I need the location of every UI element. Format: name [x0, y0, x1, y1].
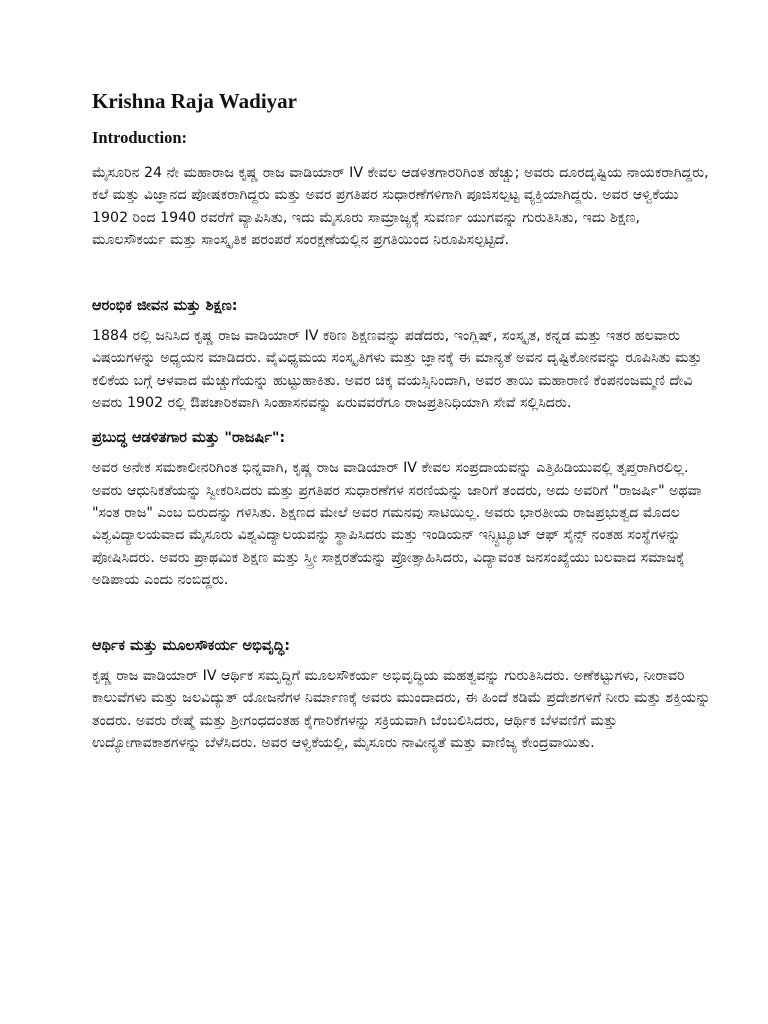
section-heading-early-life: ಆರಂಭಿಕ ಜೀವನ ಮತ್ತು ಶಿಕ್ಷಣ: [92, 298, 238, 315]
section-heading-economic-development: ಆರ್ಥಿಕ ಮತ್ತು ಮೂಲಸೌಕರ್ಯ ಅಭಿವೃದ್ಧಿ: [92, 638, 291, 655]
spacer [92, 591, 718, 635]
spacer [92, 414, 718, 427]
section-paragraph-early-life: 1884 ರಲ್ಲಿ ಜನಿಸಿದ ಕೃಷ್ಣ ರಾಜ ವಾಡಿಯಾರ್ IV ಕಠಿಣ ಶಿಕ್ಷಣವನ್ನು ಪಡೆದರು, ಇಂಗ್ಲಿಷ್, ಸಂಸ್ಕೃತ, ಕನ್ನಡ ಮತ್ತು ಇತರ ಹಲವಾರು ವಿಷಯಗಳನ್ನು ಅಧ್ಯಯನ ಮಾಡಿದರು. ವೈವಿಧ್ಯಮಯ ಸಂಸ್ಕೃತಿಗಳು ಮತ್ತು ಜ್ಞಾನಕ್ಕೆ ಈ ಮಾನ್ಯತೆ ಅವನ ದೃಷ್ಟಿಕೋನವನ್ನು ರೂಪಿಸಿತು ಮತ್ತು ಕಲಿಕೆಯ ಬಗ್ಗೆ ಆಳವಾದ ಮೆಚ್ಚುಗೆಯನ್ನು ಹುಟ್ಟುಹಾಕಿತು. ಅವರ ಚಿಕ್ಕ ವಯಸ್ಸಿನಿಂದಾಗಿ, ಅವರ ತಾಯಿ ಮಹಾರಾಣಿ ಕೆಂಪನಂಜಮ್ಮಣಿ ದೇವಿ ಅವರು 1902 ರಲ್ಲಿ ಔಪಚಾರಿಕವಾಗಿ ಸಿಂಹಾಸನವನ್ನು ಏರುವವರೆಗೂ ರಾಜಪ್ರತಿನಿಧಿಯಾಗಿ ಸೇವೆ ಸಲ್ಲಿಸಿದರು. [92, 328, 702, 412]
introduction-heading: Introduction: [92, 128, 188, 147]
document-title: Krishna Raja Wadiyar [92, 89, 297, 113]
spacer [92, 251, 718, 295]
section-paragraph-enlightened-ruler: ಅವರ ಅನೇಕ ಸಮಕಾಲೀನರಿಗಿಂತ ಭಿನ್ನವಾಗಿ, ಕೃಷ್ಣ ರಾಜ ವಾಡಿಯಾರ್ IV ಕೇವಲ ಸಂಪ್ರದಾಯವನ್ನು ಎತ್ತಿಹಿಡಿಯುವಲ್ಲಿ ತೃಪ್ತರಾಗಿರಲಿಲ್ಲ. ಅವರು ಆಧುನಿಕತೆಯನ್ನು ಸ್ವೀಕರಿಸಿದರು ಮತ್ತು ಪ್ರಗತಿಪರ ಸುಧಾರಣೆಗಳ ಸರಣಿಯನ್ನು ಜಾರಿಗೆ ತಂದರು, ಅದು ಅವರಿಗೆ "ರಾಜರ್ಷಿ" ಅಥವಾ "ಸಂತ ರಾಜ" ಎಂಬ ಬಿರುದನ್ನು ಗಳಿಸಿತು. ಶಿಕ್ಷಣದ ಮೇಲೆ ಅವರ ಗಮನವು ಸಾಟಿಯಿಲ್ಲ. ಅವರು ಭಾರತೀಯ ರಾಜಪ್ರಭುತ್ವದ ಮೊದಲ ವಿಶ್ವವಿದ್ಯಾಲಯವಾದ ಮೈಸೂರು ವಿಶ್ವವಿದ್ಯಾಲಯವನ್ನು ಸ್ಥಾಪಿಸಿದರು ಮತ್ತು ಇಂಡಿಯನ್ ಇನ್ಸ್ಟಿಟ್ಯೂಟ್ ಆಫ್ ಸೈನ್ಸ್ ನಂತಹ ಸಂಸ್ಥೆಗಳನ್ನು ಪೋಷಿಸಿದರು. ಅವರು ಪ್ರಾಥಮಿಕ ಶಿಕ್ಷಣ ಮತ್ತು ಸ್ತ್ರೀ ಸಾಕ್ಷರತೆಯನ್ನು ಪ್ರೋತ್ಸಾಹಿಸಿದರು, ವಿದ್ಯಾವಂತ ಜನಸಂಖ್ಯೆಯು ಬಲವಾದ ಸಮಾಜಕ್ಕೆ ಅಡಿಪಾಯ ಎಂದು ನಂಬಿದ್ದರು. [92, 460, 702, 588]
section-heading-enlightened-ruler: ಪ್ರಬುದ್ಧ ಆಡಳಿತಗಾರ ಮತ್ತು "ರಾಜರ್ಷಿ": [92, 430, 286, 447]
section-paragraph-economic-development: ಕೃಷ್ಣ ರಾಜ ವಾಡಿಯಾರ್ IV ಆರ್ಥಿಕ ಸಮೃದ್ಧಿಗೆ ಮೂಲಸೌಕರ್ಯ ಅಭಿವೃದ್ಧಿಯ ಮಹತ್ವವನ್ನು ಗುರುತಿಸಿದರು. ಅಣೆಕಟ್ಟುಗಳು, ನೀರಾವರಿ ಕಾಲುವೆಗಳು ಮತ್ತು ಜಲವಿದ್ಯುತ್ ಯೋಜನೆಗಳ ನಿರ್ಮಾಣಕ್ಕೆ ಅವರು ಮುಂದಾದರು, ಈ ಹಿಂದೆ ಕಡಿಮೆ ಪ್ರದೇಶಗಳಿಗೆ ನೀರು ಮತ್ತು ಶಕ್ತಿಯನ್ನು ತಂದರು. ಅವರು ರೇಷ್ಮೆ ಮತ್ತು ಶ್ರೀಗಂಧದಂತಹ ಕೈಗಾರಿಕೆಗಳನ್ನು ಸಕ್ರಿಯವಾಗಿ ಬೆಂಬಲಿಸಿದರು, ಆರ್ಥಿಕ ಬೆಳವಣಿಗೆ ಮತ್ತು ಉದ್ಯೋಗಾವಕಾಶಗಳನ್ನು ಬೆಳೆಸಿದರು. ಅವರ ಆಳ್ವಿಕೆಯಲ್ಲಿ, ಮೈಸೂರು ನಾವೀನ್ಯತೆ ಮತ್ತು ವಾಣಿಜ್ಯ ಕೇಂದ್ರವಾಯಿತು. [92, 668, 711, 752]
introduction-paragraph: ಮೈಸೂರಿನ 24 ನೇ ಮಹಾರಾಜ ಕೃಷ್ಣ ರಾಜ ವಾಡಿಯಾರ್ IV ಕೇವಲ ಆಡಳಿತಗಾರರಿಗಿಂತ ಹೆಚ್ಚು; ಅವರು ದೂರದೃಷ್ಟಿಯ ನಾಯಕರಾಗಿದ್ದರು, ಕಲೆ ಮತ್ತು ವಿಜ್ಞಾನದ ಪೋಷಕರಾಗಿದ್ದರು ಮತ್ತು ಅವರ ಪ್ರಗತಿಪರ ಸುಧಾರಣೆಗಳಿಗಾಗಿ ಪೂಜಿಸಲ್ಪಟ್ಟ ವ್ಯಕ್ತಿಯಾಗಿದ್ದರು. ಅವರ ಆಳ್ವಿಕೆಯು 1902 ರಿಂದ 1940 ರವರೆಗೆ ವ್ಯಾಪಿಸಿತು, ಇದು ಮೈಸೂರು ಸಾಮ್ರಾಜ್ಯಕ್ಕೆ ಸುವರ್ಣ ಯುಗವನ್ನು ಗುರುತಿಸಿತು, ಇದು ಶಿಕ್ಷಣ, ಮೂಲಸೌಕರ್ಯ ಮತ್ತು ಸಾಂಸ್ಕೃತಿಕ ಪರಂಪರೆ ಸಂರಕ್ಷಣೆಯಲ್ಲಿನ ಪ್ರಗತಿಯಿಂದ ನಿರೂಪಿಸಲ್ಪಟ್ಟಿದೆ. [92, 165, 709, 248]
